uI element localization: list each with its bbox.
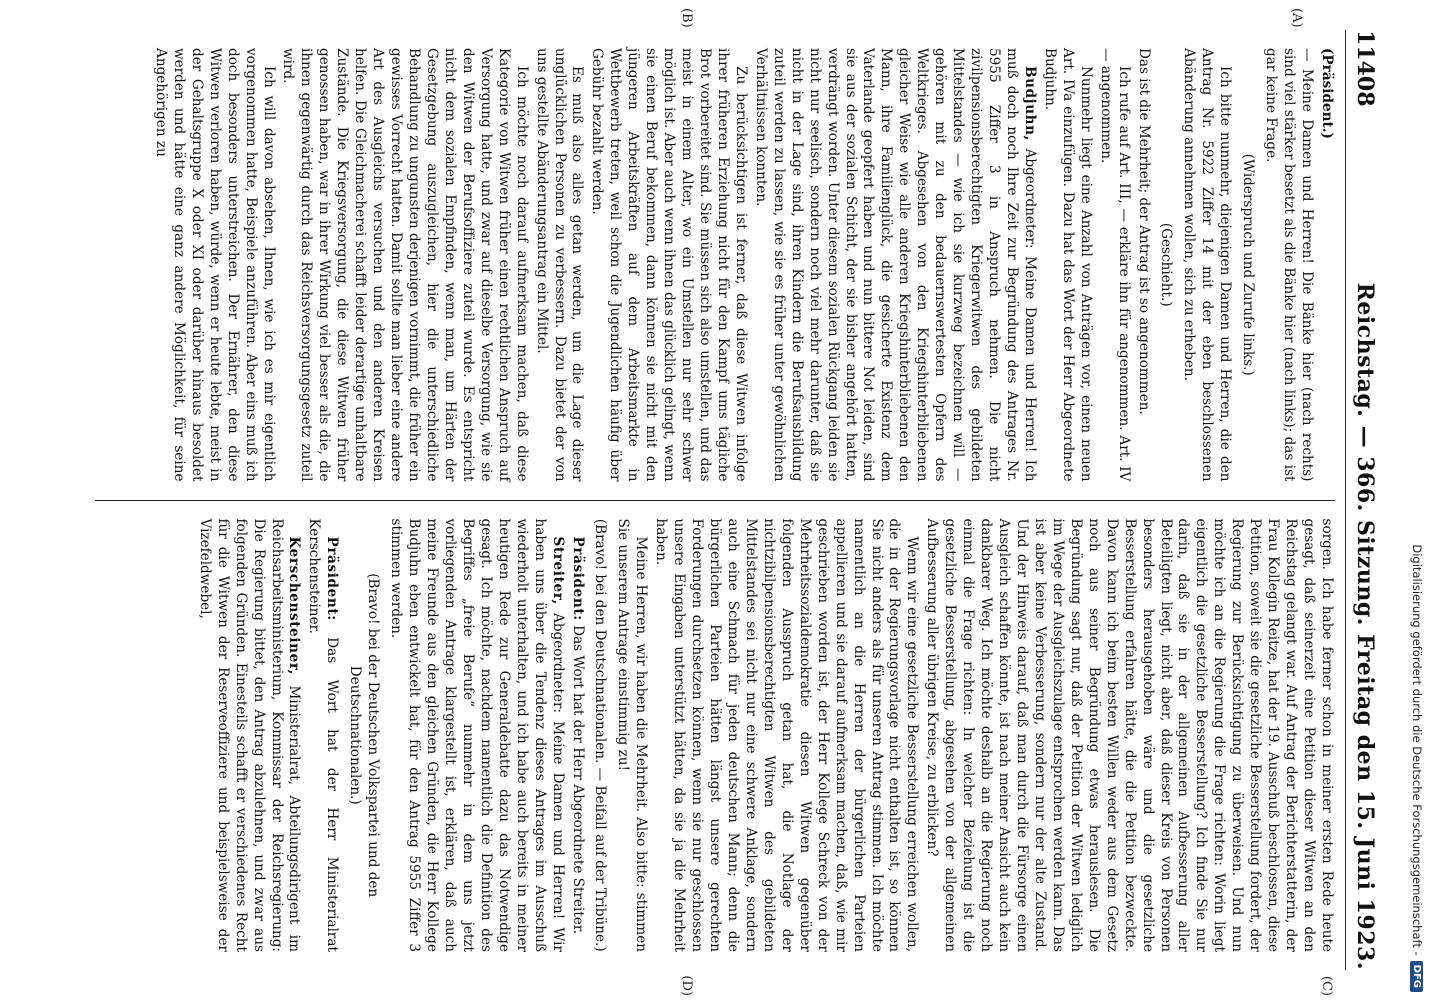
speech-paragraph: Budjuhn, Abgeordneter: Meine Damen und Herren! Ich muß doch noch Ihre Zeit zur Begründung des Antrages Nr. 5955 Ziffer 3 in Anspruch nehmen. Die nicht zivilpensionsberechtigten Kriegerwitwen des gebildeten Mittelstandes — wie ich sie kurzweg bezeichnen will — gehören mit zu den bedauernswertesten Opfern des Weltkrieges. Abgesehen von den Kriegshinterbliebenen gleicher Weise wie alle anderen Kriegshinterbliebenen den Mann, ihre Familienglück, die gesicherte Existenz dem Vaterlande geopfert haben und nun bittere Not leiden, sind sie aus der sozialen Schicht, der sie bisher angehört hatten, verdrängt worden. Unter diesem sozialen Rückgang leiden sie nicht nur seelisch, sondern noch viel mehr darunter, daß sie nicht in der Lage sind, ihren Kindern die Berufsausbildung zuteil werden zu lassen, wie sie es früher unter gewöhnlichen Verhältnissen konnten.: [752, 48, 1038, 482]
paragraph: Ich rufe auf Art. III, — erkläre ihn für angenommen. Art. IV — angenommen.: [1097, 48, 1132, 482]
paragraph: Nunmehr liegt eine Anzahl von Anträgen vor, einen neuen Art. IVa einzufügen. Dazu hat das Wort der Herr Abgeordnete Budjuhn.: [1041, 48, 1094, 482]
speaker-name: Präsident:: [569, 536, 586, 621]
paragraph: sorgen. Ich habe ferner schon in meiner ersten Rede heute gesagt, daß seinerzeit eine Petition dieser Witwen an den Reichstag gelangt war. Auf Antrag der Berichterstatterin, der Frau Kollegin Reitze, hat der 19. Ausschuß beschlossen, diese Petition, soweit sie die gesetzliche Besserstellung fordert, der Regierung zur Berücksichtigung zu überweisen. Und nun möchte ich an die Regierung die Frage richten: Worin liegt eigentlich die gesetzliche Besserstellung? Ich finde Sie nur darin, daß sie in der allgemeinen Aufbesserung aller Beteiligten liegt, nicht aber, daß dieser Kreis von Personen besonders herausgehoben wäre und die gesetzliche Besserstellung erfahren hätte, die die Petition bezweckte. Davon kann ich beim besten Willen weder aus dem Gesetz noch aus seiner Begründung etwas herauslesen. Die Begründung sagt nur, daß der Petition der Witwen lediglich im Wege der Ausgleichszulage entsprochen werden kann. Das ist aber keine Verbesserung, sondern nur der alte Zustand. Und der Hinweis darauf, daß man durch die Fürsorge einen Ausgleich schaffen könnte, ist nach meiner Ansicht auch kein dankbarer Weg. Ich möchte deshalb an die Regierung noch einmal die Frage richten: In welcher Beziehung ist die gesetzliche Besserstellung, abgesehen von der allgemeinen Aufbesserung aller übrigen Kreise, zu erblicken?: [924, 518, 1335, 952]
paragraph: Das ist die Mehrheit; der Antrag ist so angenommen.: [1135, 48, 1152, 415]
paragraph: Meine Herren, wir haben die Mehrheit. Also bitte: stimmen Sie unserem Antrage einstimmig zu!: [615, 518, 650, 952]
right-column: [95, 500, 1335, 996]
watermark-text: Digitalisierung gefördert durch die Deutsche Forschungsgemeinschaft -: [1410, 544, 1424, 956]
digitization-watermark: [1406, 8, 1428, 992]
interjection: (Bravo! bei der Deutschen Volkspartei und den Deutschnationalen.): [347, 573, 382, 898]
interjection: (Widerspruch und Zurufe links.): [1240, 153, 1257, 376]
paragraph: Ich bitte nunmehr, diejenigen Damen und Herren, die den Antrag Nr. 5922 Ziffer 14 mit der eben beschlossenen Abänderung annehmen wollen, sich zu erheben.: [1181, 48, 1234, 482]
speech-paragraph: Präsident: Das Wort hat der Herr Abgeordnete Streiter.: [569, 536, 586, 935]
paragraph: Zu berücksichtigen ist ferner, daß diese Witwen infolge ihrer früheren Erziehung nicht für den Kampf ums tägliche Brot vorbereitet sind. Sie müssen sich also umstellen, und das meist in einem Alter, wo ein Umstellen nur sehr schwer möglich ist. Aber auch wenn ihnen das glücklich gelingt, wenn sie einen Beruf bekommen, dann können sie nicht mit den jüngeren Arbeitskräften auf dem Arbeitsmarkte in Wettbewerb treten, weil schon die Jugendlichen häufig über Gebühr bezahlt werden.: [589, 48, 749, 482]
paragraph: Ich möchte noch darauf aufmerksam machen, daß diese Kategorie von Witwen früher einen rechtlichen Anspruch auf Versorgung hatte, und zwar auf dieselbe Versorgung, wie sie den Witwen der Berufsoffiziere zuteil wurde. Es entspricht nicht dem sozialen Empfinden, wenn man, um Härten der Gesetzgebung auszugleichen, hier die unterschiedliche Behandlung zu ungunsten derjenigen vornimmt, die früher ein gewisses Vorrecht hatten. Damit sollte man lieber eine andere Art des Ausgleichs versuchen und den anderen Kreisen helfen. Die Gleichmacherei schafft leider derartige unhaltbare Zustände. Die Kriegsversorgung, die diese Witwen früher genossen haben, war in ihrer Wirkung viel besser als die, die ihnen gegenwärtig durch das Reichsversorgungsgesetz zuteil wird.: [280, 48, 530, 482]
speaker-name: Budjuhn,: [1021, 66, 1038, 141]
paragraph: Ich will davon absehen, Ihnen, wie ich es mir eigentlich vorgenommen hatte, Beispiele anzuführen. Aber eins muß ich doch besonders unterstreichen. Der Ernährer, den diese Witwen verloren haben, würde, wenn er heute lebte, meist in der Gehaltsgruppe X oder XI oder darüber hinaus besoldet werden und hätte eine ganz andere Möglichkeit, für seine Angehörigen zu: [152, 48, 277, 482]
paragraph: — Meine Damen und Herren! Die Bänke hier (nach rechts) sind viel stärker besetzt als die Bänke hier (nach links); das ist gar keine Frage.: [1263, 48, 1316, 482]
margin-marker-d: (D): [679, 975, 694, 996]
watermark-text-row: [1406, 8, 1428, 992]
speaker-name: Kerschensteiner,: [286, 536, 303, 675]
speaker-name: Präsident:: [324, 536, 341, 621]
paragraph: Es muß also alles getan werden, um die Lage dieser unglücklichen Personen zu verbessern. Dazu bietet der von uns gestellte Abänderungsantrag ein Mittel.: [533, 48, 586, 482]
speech-paragraph: Streiter, Abgeordneter: Meine Damen und Herren! Wir haben uns über die Tendenz dieses Antrages im Ausschuß wiederholt unterhalten, und ich habe auch bereits in meiner heutigen Rede zur Generaldebatte dazu das Notwendige gesagt. Ich möchte, nachdem namentlich die Definition des Begriffes „freie Berufe“ nunmehr in dem uns jetzt vorliegenden Antrage klargestellt ist, erklären, daß auch meine Freunde aus den gleichen Gründen, die Herr Kollege Budjuhn eben entwickelt hat, für den Antrag 5955 Ziffer 3 stimmen werden.: [388, 518, 566, 952]
document-page: [80, 0, 1400, 1000]
interjection: (Bravo! bei den Deutschnationalen. — Beifall auf der Tribüne.): [592, 518, 609, 952]
left-column: [95, 8, 1335, 500]
speech-paragraph: Kerschensteiner, Ministerialrat, Abteilungsdirigent im Reichsarbeitsministerium, Kommissar der Reichsregierung: Die Regierung bittet, den Antrag abzulehnen, und zwar aus folgenden Gründen. Einesteils schafft er verschiedenes Recht für die Witwen der Reserveoffiziere und beispielsweise der Vizefeldwebel,: [196, 518, 303, 952]
paragraph: Wenn wir eine gesetzliche Besserstellung erreichen wollen, die in der Regierungsvorlage nicht enthalten ist, so können Sie nicht anders als für unseren Antrag stimmen. Ich möchte namentlich an die Herren der bürgerlichen Parteien appellieren und sie darauf aufmerksam machen, daß, wie mir geschrieben worden ist, der Herr Kollege Schreck von der Mehrheitssozialdemokratie diesen Witwen gegenüber folgenden Ausspruch getan hat, die Notlage der nichtzibilpensionsberechtigten Witwen des gebildeten Mittelstandes sei nicht nur eine schwere Anklage, sondern auch eine Schmach für jeden deutschen Mann; denn die bürgerlichen Parteien hätten längst unsere gerechten Forderungen durchsetzen können, wenn sie nur geschlossen unsere Eingaben unterstützt hätten, da sie ja die Mehrheit haben.: [653, 518, 921, 952]
margin-marker-b: (B): [679, 8, 694, 28]
dfg-logo: DFG: [1411, 961, 1424, 992]
speaker-continuation: (Präsident.): [1319, 48, 1335, 139]
page-number: 11408: [1352, 30, 1378, 107]
running-head: Reichstag. — 366. Sitzung. Freitag den 15. Juni 1923.: [1352, 282, 1378, 970]
text-columns: [95, 8, 1335, 996]
speaker-name: Streiter,: [549, 536, 566, 605]
interjection: (Geschieht.): [1158, 222, 1175, 307]
speech-paragraph: Präsident: Das Wort hat der Herr Ministerialrat Kerschensteiner.: [306, 518, 341, 952]
margin-marker-c: (C): [1319, 975, 1334, 996]
page-header: [1345, 30, 1378, 970]
margin-marker-a: (A): [1289, 8, 1304, 28]
